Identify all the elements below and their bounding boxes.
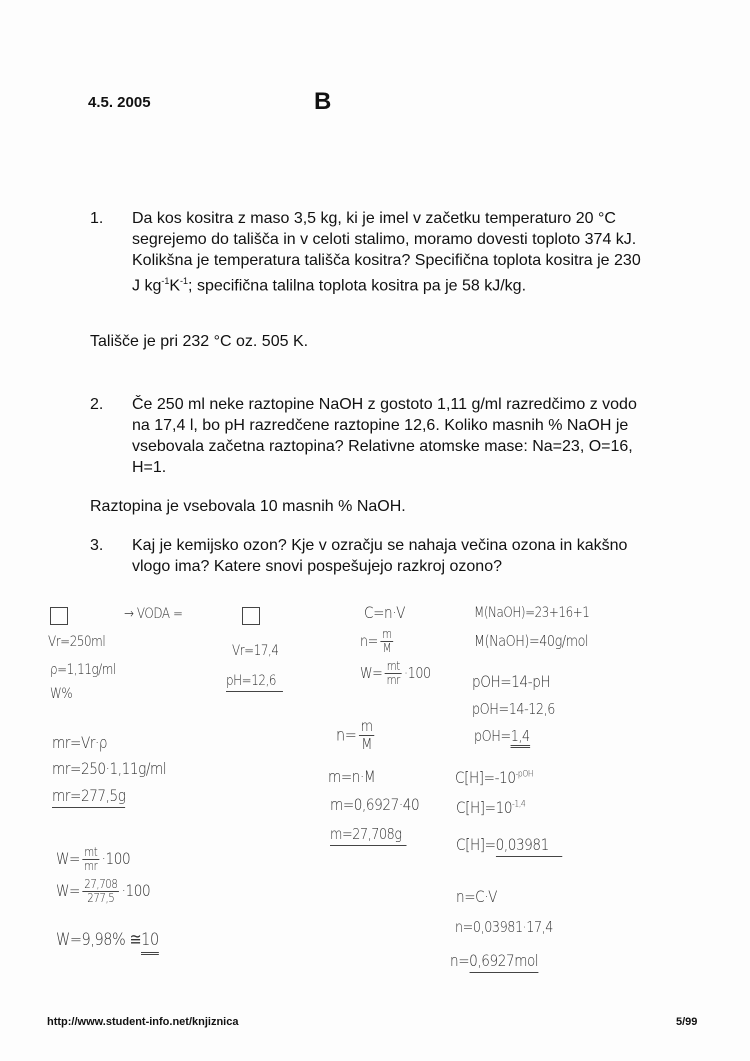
hw-line: m=n·M <box>328 767 376 786</box>
question-number: 2. <box>90 396 104 413</box>
hw-formula: W= $\frac{mt}{mr}$ ·100 <box>56 845 131 873</box>
hw-line: M(NaOH)=40g/mol <box>474 632 589 650</box>
hw-line: mr=277,5g <box>52 786 126 808</box>
question-3 <box>90 535 650 577</box>
hw-formula: W= $\frac{27,708}{277,5}$ ·100 <box>56 877 151 905</box>
question-2 <box>90 394 650 478</box>
hw-line: C=n·V <box>364 603 406 622</box>
hw-line: n=C·V <box>456 887 498 906</box>
hw-line: pOH=14-pH <box>472 672 551 691</box>
hw-line: mr=Vr·ρ <box>52 733 108 752</box>
hw-formula: n= $\frac{m}{M}$ <box>360 627 392 655</box>
hw-line: mr=250·1,11g/ml <box>52 759 167 778</box>
question-number: 3. <box>90 537 104 554</box>
hw-line: ρ=1,11g/ml <box>50 662 116 678</box>
hw-line: pOH=1,4 <box>474 727 530 745</box>
question-text: Če 250 ml neke raztopine NaOH z gostoto 1,11 g/ml razredčimo z vodo na 17,4 l, bo pH razredčene raztopine 12,6. Koliko masnih % NaOH je vsebovala začetna raztopina? Relativne atomske mase: Na=23, O=16, H=1. <box>132 396 637 476</box>
hw-line: W% <box>50 686 73 702</box>
exam-date: 4.5. 2005 <box>88 94 151 111</box>
hw-line: M(NaOH)=23+16+1 <box>474 605 590 621</box>
box-mark <box>50 607 68 625</box>
hw-line: Vr=17,4 <box>232 643 279 659</box>
hw-result: W=9,98% ≅10 <box>56 930 159 950</box>
answer-2: Raztopina je vsebovala 10 masnih % NaOH. <box>90 498 406 515</box>
hw-line: pOH=14-12,6 <box>472 700 555 718</box>
hw-line: pH=12,6 <box>226 673 283 692</box>
hw-line: m=0,6927·40 <box>330 795 420 814</box>
footer-url[interactable]: http://www.student-info.net/knjiznica <box>47 1016 239 1028</box>
hw-line: n=0,6927mol <box>450 951 538 970</box>
question-number: 1. <box>90 210 104 227</box>
exam-variant: B <box>314 88 332 115</box>
box-mark <box>242 607 260 625</box>
hw-line: C[H]=0,03981 <box>456 835 562 854</box>
hw-formula: W= $\frac{mt}{mr}$ ·100 <box>360 659 431 687</box>
hw-voda: → VODA = <box>124 606 183 622</box>
page-number: 5/99 <box>676 1016 698 1028</box>
question-text: Da kos kositra z maso 3,5 kg, ki je imel v začetku temperaturo 20 °C segrejemo do tališča in v celoti stalimo, moramo dovesti toploto 374 kJ. Kolikšna je temperatura tališča kositra? Specifična toplota kositra je 230 J $kg^{-1}K^{-1}$; specifična talilna toplota kositra pa je 58 kJ/kg. <box>132 210 641 295</box>
question-1 <box>90 208 650 296</box>
hw-line: $C[H]=-10^{-pOH}$ <box>455 768 534 787</box>
hw-line: Vr=250ml <box>48 634 106 650</box>
hw-line: $C[H]=10^{-1,4}$ <box>456 798 526 817</box>
hw-line: m=27,708g <box>330 825 407 846</box>
question-text: Kaj je kemijsko ozon? Kje v ozračju se nahaja večina ozona in kakšno vlogo ima? Katere snovi pospešujejo razkroj ozono? <box>132 537 628 575</box>
hw-line: n=0,03981·17,4 <box>455 918 553 936</box>
hw-formula: n= $\frac{m}{M}$ <box>336 717 373 753</box>
answer-1: Tališče je pri 232 °C oz. 505 K. <box>90 333 309 350</box>
